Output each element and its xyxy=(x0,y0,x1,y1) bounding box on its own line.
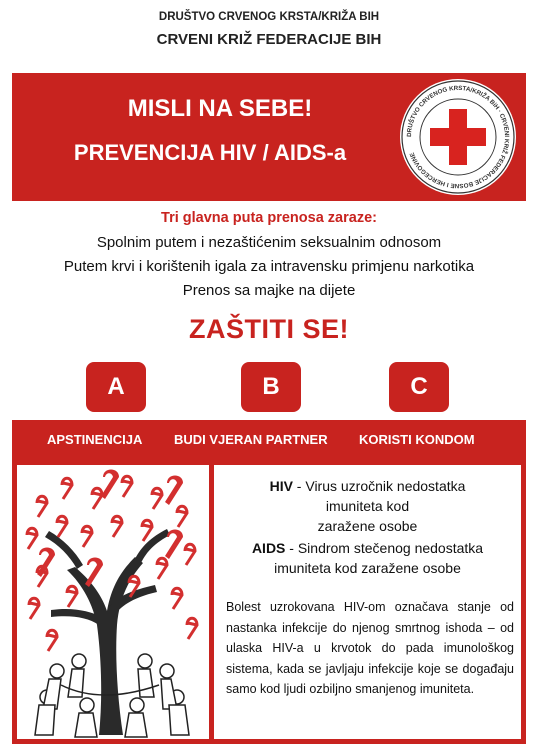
transmission-route-item: Putem krvi i korištenih igala za intravensku primjenu narkotika xyxy=(63,258,475,275)
illustration-panel xyxy=(17,465,209,739)
letter-badge-c: C xyxy=(389,362,449,412)
banner-title: MISLI NA SEBE! xyxy=(127,95,313,122)
label-abstinence: APSTINENCIJA xyxy=(47,432,143,447)
aids-definition: - Sindrom stečenog nedostatka xyxy=(285,540,484,556)
aids-term: AIDS xyxy=(251,540,286,556)
label-use-condom: KORISTI KONDOM xyxy=(359,432,475,447)
hiv-definition: - Virus uzročnik nedostatka xyxy=(292,478,466,494)
hiv-term: HIV xyxy=(269,478,293,494)
banner-subtitle: PREVENCIJA HIV / AIDS-a xyxy=(73,140,347,165)
transmission-route-item: Spolnim putem i nezaštićenim seksualnim odnosom xyxy=(96,234,442,251)
hiv-definition-line: zaražene osobe xyxy=(317,518,418,534)
protect-heading: ZAŠTITI SE! xyxy=(189,314,349,344)
disease-description: Bolest uzrokovana HIV-om označava stanje od nastanka infekcije do njenog smrtnog ishoda – od ulaska HIV-a u krvotok do pada imunološkog sistema, kada se javljaju infekcije koje se događaju samo kod ljudi ozbiljno smanjenog imuniteta. xyxy=(226,600,514,696)
transmission-routes-title: Tri glavna puta prenosa zaraze: xyxy=(161,210,377,226)
organization-subtitle: CRVENI KRIŽ FEDERACIJE BIH xyxy=(156,31,382,48)
organization-name: DRUŠTVO CRVENOG KRSTA/KRIŽA BIH xyxy=(158,11,380,23)
letter-badge-a: A xyxy=(86,362,146,412)
transmission-route-item: Prenos sa majke na dijete xyxy=(182,282,356,299)
logo-ring-text: DRUŠTVO CRVENOG KRSTA/KRIŽA BiH · CRVENI KRIŽ FEDERACIJE BOSNE I HERCEGOVINE xyxy=(405,84,511,190)
red-cross-logo-icon xyxy=(398,77,518,197)
ribbon-tree-illustration xyxy=(17,465,209,739)
hiv-definition-line xyxy=(214,476,521,496)
aids-definition-line xyxy=(214,538,521,558)
aids-definition-line: imuniteta kod zaražene osobe xyxy=(274,560,461,576)
label-be-faithful: BUDI VJERAN PARTNER xyxy=(174,432,328,447)
letter-badge-b: B xyxy=(241,362,301,412)
hiv-definition-line: imuniteta kod xyxy=(325,498,410,514)
